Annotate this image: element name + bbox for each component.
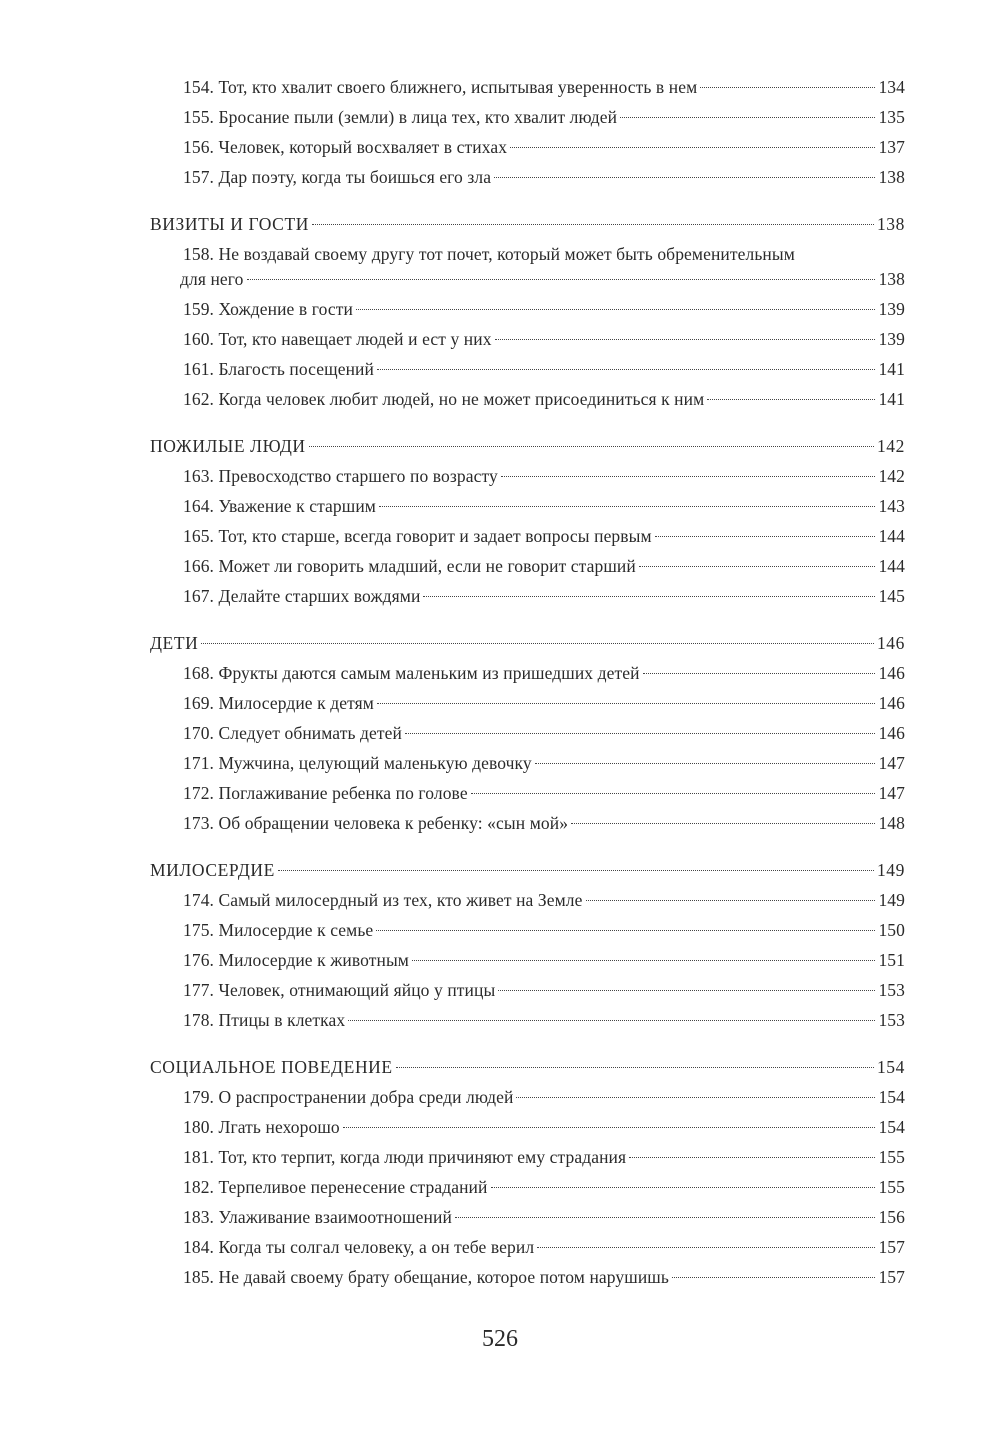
entry-number: 154.: [183, 77, 215, 97]
toc-entry: [150, 1232, 905, 1262]
entry-number: 177.: [183, 980, 215, 1000]
entry-title: О распространении добра среди людей: [218, 1087, 514, 1107]
entry-number: 178.: [183, 1010, 215, 1030]
entry-title: Уважение к старшим: [218, 496, 376, 516]
dot-leader: [278, 870, 874, 871]
entry-title: Когда ты солгал человеку, а он тебе верил: [218, 1237, 535, 1257]
entry-number: 167.: [183, 586, 215, 606]
toc-section: [150, 628, 905, 838]
entry-number: 182.: [183, 1177, 215, 1197]
entry-page: 153: [878, 980, 905, 1000]
toc-entry: [150, 72, 905, 102]
toc-entry: [150, 324, 905, 354]
entry-title-continued: для него: [180, 269, 244, 289]
entry-number: 170.: [183, 723, 215, 743]
toc-entry: [150, 975, 905, 1005]
dot-leader: [471, 793, 876, 794]
entry-label: [183, 102, 617, 132]
entry-page: 138: [878, 167, 905, 187]
toc-section: [150, 209, 905, 414]
entry-title: Хождение в гости: [218, 299, 353, 319]
entry-page: 137: [878, 137, 905, 157]
toc-entry: [150, 915, 905, 945]
entry-page: 143: [878, 496, 905, 516]
toc-entry: [150, 688, 905, 718]
dot-leader: [672, 1277, 875, 1278]
entry-title: Тот, кто старше, всегда говорит и задает вопросы первым: [218, 526, 652, 546]
toc-entry: [150, 461, 905, 491]
toc-entry: [150, 748, 905, 778]
entry-label: [183, 551, 636, 581]
entry-number: 185.: [183, 1267, 215, 1287]
toc-entry: [150, 384, 905, 414]
entry-title: Превосходство старшего по возрасту: [218, 466, 498, 486]
entry-title: Самый милосердный из тех, кто живет на Земле: [218, 890, 583, 910]
entry-title: Бросание пыли (земли) в лица тех, кто хвалит людей: [218, 107, 618, 127]
section-heading: [150, 628, 905, 658]
entry-number: 173.: [183, 813, 215, 833]
entry-number: 181.: [183, 1147, 215, 1167]
dot-leader: [405, 733, 875, 734]
toc-section: [150, 72, 905, 192]
toc-entry: [150, 239, 905, 294]
entry-label: [183, 324, 492, 354]
dot-leader: [510, 147, 875, 148]
toc-entry: [150, 1142, 905, 1172]
section-heading: [150, 209, 905, 239]
dot-leader: [629, 1157, 875, 1158]
section-heading: [150, 855, 905, 885]
entry-title: Мужчина, целующий маленькую девочку: [218, 753, 532, 773]
entry-title: Человек, отнимающий яйцо у птицы: [218, 980, 496, 1000]
entry-label: [183, 1112, 340, 1142]
entry-page: 149: [878, 890, 905, 910]
entry-number: 168.: [183, 663, 215, 683]
toc-entry: [150, 778, 905, 808]
section-title: ДЕТИ: [150, 633, 199, 653]
entry-number: 183.: [183, 1207, 215, 1227]
entry-page: 134: [878, 77, 905, 97]
entry-number: 184.: [183, 1237, 215, 1257]
entry-title: Делайте старших вождями: [218, 586, 421, 606]
dot-leader: [620, 117, 875, 118]
entry-page: 139: [878, 299, 905, 319]
entry-page: 150: [878, 920, 905, 940]
entry-label: [183, 1005, 345, 1035]
entry-number: 166.: [183, 556, 215, 576]
toc-entry: [150, 102, 905, 132]
toc-entry: [150, 551, 905, 581]
entry-title: Благость посещений: [218, 359, 374, 379]
dot-leader: [501, 476, 876, 477]
entry-title: Тот, кто навещает людей и ест у них: [218, 329, 492, 349]
toc-entry: [150, 521, 905, 551]
table-of-contents: [150, 72, 905, 1309]
dot-leader: [494, 177, 875, 178]
entry-page: 144: [878, 556, 905, 576]
entry-page: 155: [878, 1177, 905, 1197]
entry-label: [183, 718, 402, 748]
entry-label: [183, 778, 468, 808]
entry-number: 161.: [183, 359, 215, 379]
entry-page: 154: [878, 1087, 905, 1107]
toc-entry: [150, 1005, 905, 1035]
toc-entry: [150, 1202, 905, 1232]
dot-leader: [377, 703, 876, 704]
section-page: 142: [876, 436, 905, 456]
dot-leader: [455, 1217, 876, 1218]
section-heading: [150, 431, 905, 461]
entry-label: [183, 521, 652, 551]
entry-number: 169.: [183, 693, 215, 713]
entry-title: Улаживание взаимоотношений: [218, 1207, 452, 1227]
toc-entry: [150, 354, 905, 384]
toc-entry: [150, 294, 905, 324]
dot-leader: [639, 566, 876, 567]
entry-number: 162.: [183, 389, 215, 409]
entry-page: 141: [878, 389, 905, 409]
toc-entry: [150, 718, 905, 748]
dot-leader: [379, 506, 875, 507]
entry-number: 165.: [183, 526, 215, 546]
dot-leader: [643, 673, 876, 674]
entry-page: 146: [878, 663, 905, 683]
dot-leader: [700, 87, 875, 88]
entry-line: [183, 239, 905, 267]
entry-title: Не давай своему брату обещание, которое потом нарушишь: [218, 1267, 669, 1287]
entry-label: [183, 915, 373, 945]
dot-leader: [707, 399, 875, 400]
toc-entry: [150, 1172, 905, 1202]
entry-title: Когда человек любит людей, но не может присоединиться к ним: [218, 389, 705, 409]
entry-page: 154: [878, 1117, 905, 1137]
entry-label: [183, 658, 640, 688]
entry-page: 144: [878, 526, 905, 546]
dot-leader: [343, 1127, 876, 1128]
dot-leader: [312, 224, 874, 225]
entry-number: 164.: [183, 496, 215, 516]
dot-leader: [309, 446, 874, 447]
entry-label: [183, 1172, 488, 1202]
dot-leader: [498, 990, 875, 991]
entry-page: 146: [878, 693, 905, 713]
toc-entry: [150, 1082, 905, 1112]
entry-page: 142: [878, 466, 905, 486]
toc-entry: [150, 1112, 905, 1142]
dot-leader: [356, 309, 875, 310]
entry-title: Лгать нехорошо: [218, 1117, 340, 1137]
page-number: 526: [482, 1326, 518, 1352]
entry-page: 153: [878, 1010, 905, 1030]
section-title: ВИЗИТЫ И ГОСТИ: [150, 214, 309, 234]
section-page: 154: [876, 1057, 905, 1077]
entry-page: 147: [878, 783, 905, 803]
toc-section: [150, 855, 905, 1035]
entry-title: Милосердие к семье: [218, 920, 374, 940]
section-title: СОЦИАЛЬНОЕ ПОВЕДЕНИЕ: [150, 1057, 393, 1077]
entry-label: [183, 1232, 534, 1262]
toc-entry: [150, 808, 905, 838]
entry-label: [183, 945, 409, 975]
toc-entry: [150, 945, 905, 975]
section-page: 149: [876, 860, 905, 880]
entry-number: 157.: [183, 167, 215, 187]
toc-entry: [150, 581, 905, 611]
toc-entry: [150, 1262, 905, 1292]
entry-page: 151: [878, 950, 905, 970]
entry-label: [183, 1142, 626, 1172]
entry-label: [183, 1262, 669, 1292]
entry-number: 171.: [183, 753, 215, 773]
dot-leader: [412, 960, 875, 961]
dot-leader: [586, 900, 876, 901]
entry-number: 172.: [183, 783, 215, 803]
entry-title: Милосердие к детям: [218, 693, 374, 713]
entry-page: 157: [878, 1237, 905, 1257]
entry-number: 159.: [183, 299, 215, 319]
section-title: ПОЖИЛЫЕ ЛЮДИ: [150, 436, 306, 456]
entry-title: Терпеливое перенесение страданий: [218, 1177, 488, 1197]
entry-number: 163.: [183, 466, 215, 486]
entry-title: Птицы в клетках: [218, 1010, 346, 1030]
entry-page: 155: [878, 1147, 905, 1167]
dot-leader: [201, 643, 874, 644]
entry-title: Тот, кто хвалит своего ближнего, испытывая уверенность в нем: [218, 77, 698, 97]
dot-leader: [423, 596, 875, 597]
toc-entry: [150, 658, 905, 688]
dot-leader: [535, 763, 876, 764]
entry-page: 146: [878, 723, 905, 743]
entry-label: [183, 132, 507, 162]
entry-label: [183, 461, 498, 491]
toc-section: [150, 1052, 905, 1292]
entry-label: [183, 688, 374, 718]
entry-label: [183, 975, 495, 1005]
entry-label: [183, 1202, 452, 1232]
entry-title: Об обращении человека к ребенку: «сын мой»: [218, 813, 569, 833]
entry-page: 138: [878, 269, 905, 289]
section-heading: [150, 1052, 905, 1082]
dot-leader: [377, 369, 875, 370]
entry-line-continued: [180, 267, 905, 294]
dot-leader: [655, 536, 876, 537]
entry-page: 135: [878, 107, 905, 127]
entry-title: Фрукты даются самым маленьким из пришедших детей: [218, 663, 640, 683]
entry-label: [183, 491, 376, 521]
dot-leader: [376, 930, 875, 931]
dot-leader: [491, 1187, 876, 1188]
entry-label: [183, 885, 583, 915]
toc-entry: [150, 132, 905, 162]
entry-label: [183, 72, 697, 102]
dot-leader: [537, 1247, 875, 1248]
toc-entry: [150, 491, 905, 521]
entry-label: [183, 384, 704, 414]
entry-page: 156: [878, 1207, 905, 1227]
entry-page: 147: [878, 753, 905, 773]
entry-number: 175.: [183, 920, 215, 940]
entry-page: 139: [878, 329, 905, 349]
dot-leader: [396, 1067, 874, 1068]
entry-label: [183, 294, 353, 324]
toc-entry: [150, 885, 905, 915]
entry-title: Милосердие к животным: [218, 950, 409, 970]
entry-page: 148: [878, 813, 905, 833]
dot-leader: [348, 1020, 875, 1021]
entry-page: 157: [878, 1267, 905, 1287]
entry-number: 174.: [183, 890, 215, 910]
entry-title: Человек, который восхваляет в стихах: [218, 137, 508, 157]
dot-leader: [247, 279, 876, 280]
entry-page: 145: [878, 586, 905, 606]
entry-title: Не воздавай своему другу тот почет, который может быть обременительным: [218, 244, 795, 264]
section-page: 138: [876, 214, 905, 234]
toc-section: [150, 431, 905, 611]
entry-number: 176.: [183, 950, 215, 970]
entry-label: [183, 581, 420, 611]
entry-label: [183, 808, 568, 838]
entry-title: Может ли говорить младший, если не говорит старший: [218, 556, 636, 576]
dot-leader: [495, 339, 876, 340]
entry-number: 156.: [183, 137, 215, 157]
entry-title: Дар поэту, когда ты боишься его зла: [218, 167, 492, 187]
entry-label: [183, 748, 532, 778]
entry-number: 158.: [183, 244, 215, 264]
toc-entry: [150, 162, 905, 192]
entry-number: 155.: [183, 107, 215, 127]
entry-title: Поглаживание ребенка по голове: [218, 783, 468, 803]
dot-leader: [571, 823, 875, 824]
entry-number: 179.: [183, 1087, 215, 1107]
entry-page: 141: [878, 359, 905, 379]
entry-title: Тот, кто терпит, когда люди причиняют ему страдания: [218, 1147, 627, 1167]
entry-number: 180.: [183, 1117, 215, 1137]
entry-label: [183, 354, 374, 384]
entry-title: Следует обнимать детей: [218, 723, 402, 743]
dot-leader: [516, 1097, 875, 1098]
section-page: 146: [876, 633, 905, 653]
entry-label: [183, 162, 491, 192]
entry-label: [183, 1082, 513, 1112]
entry-number: 160.: [183, 329, 215, 349]
section-title: МИЛОСЕРДИЕ: [150, 860, 275, 880]
